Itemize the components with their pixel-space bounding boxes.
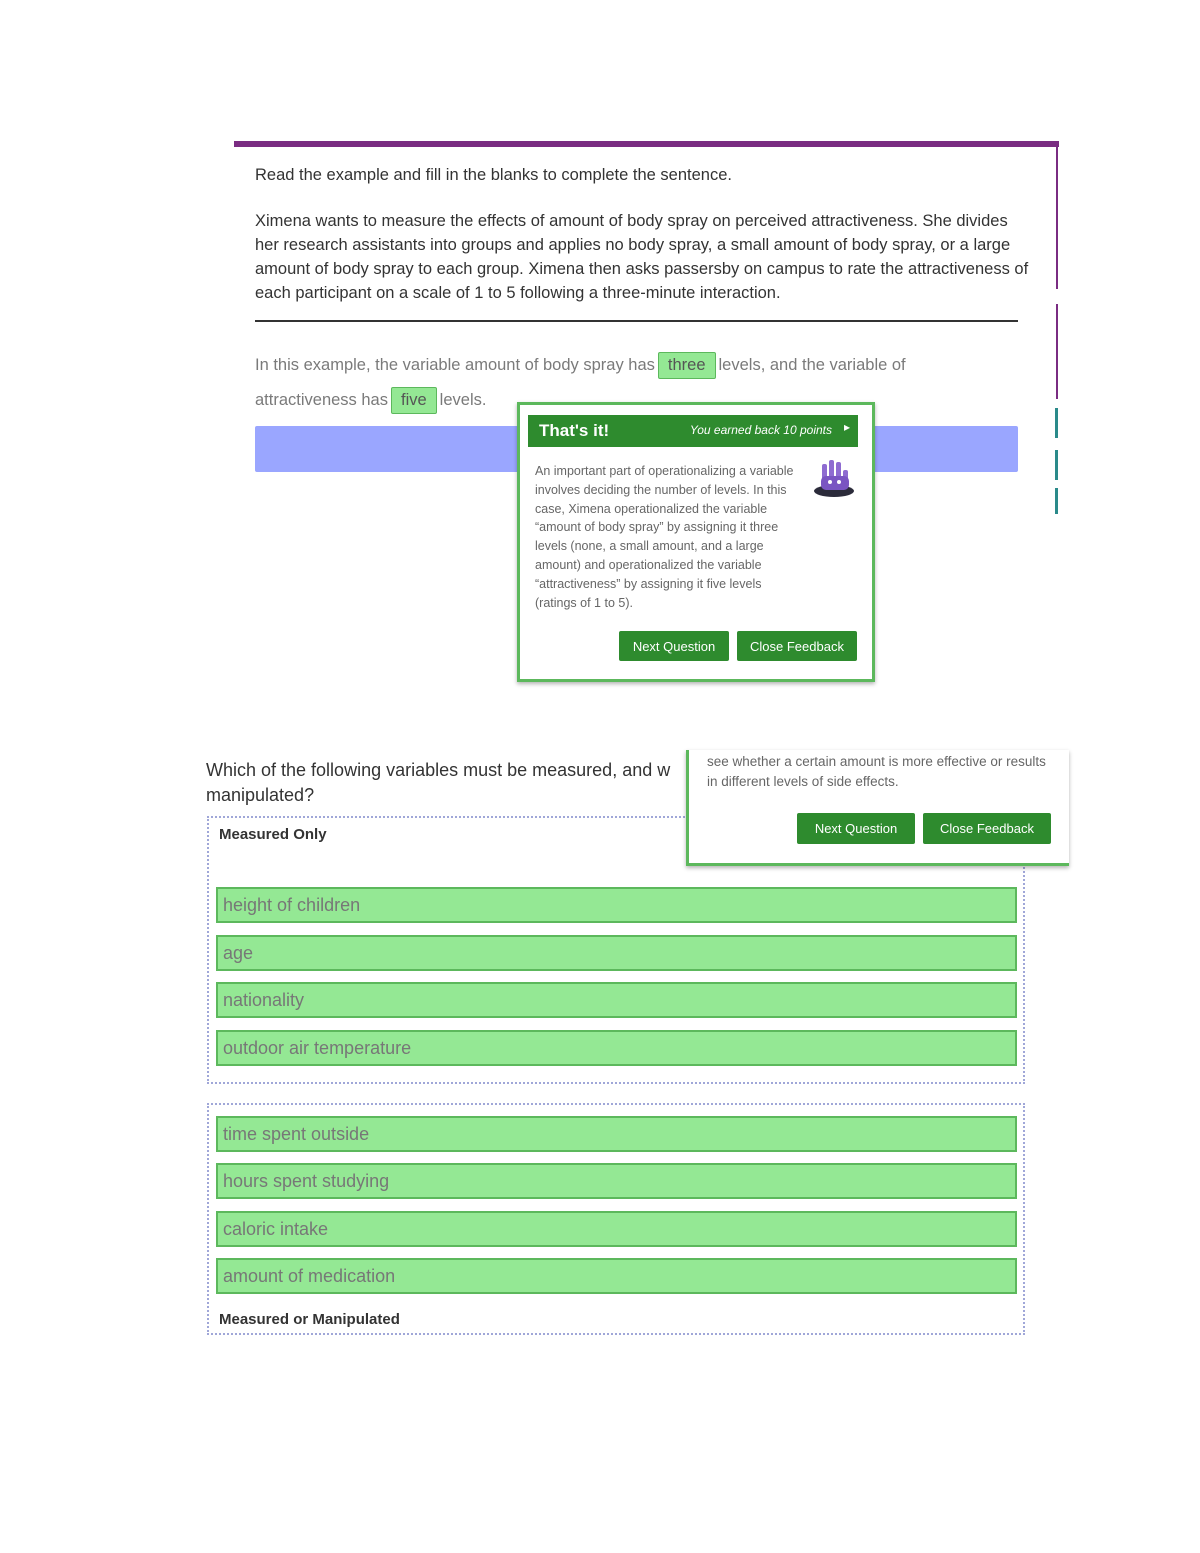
next-question-button[interactable]: Next Question bbox=[797, 813, 915, 844]
question-scenario: Ximena wants to measure the effects of amount of body spray on perceived attractiveness. She divides her research assistants into groups and applies no body spray, a small amount of body spray, or a large amount of body spray to each group. Ximena then asks passersby on campus to rate the attractiveness of each participant on a scale of 1 to 5 following a three-minute interaction. bbox=[255, 212, 1029, 302]
question-right-border bbox=[1056, 304, 1058, 399]
draggable-card[interactable]: height of children bbox=[216, 887, 1017, 923]
next-question-button[interactable]: Next Question bbox=[619, 631, 729, 661]
scroll-indicator bbox=[1055, 488, 1058, 514]
close-feedback-button[interactable]: Close Feedback bbox=[923, 813, 1051, 844]
dropzone-label: Measured Only bbox=[219, 826, 327, 843]
draggable-card[interactable]: hours spent studying bbox=[216, 1163, 1017, 1199]
feedback-popup bbox=[517, 402, 875, 682]
scroll-indicator bbox=[1055, 408, 1058, 438]
fill-in-sentence-line bbox=[255, 352, 906, 379]
feedback-body: An important part of operationalizing a variable involves deciding the number of levels. In this case, Ximena operationalized the variable “amount of body spray” by assigning it three levels (none, a small amount, and a large amount) and operationalized the variable “attractiveness” by assigning it five levels (ratings of 1 to 5). bbox=[535, 464, 794, 610]
draggable-card[interactable]: nationality bbox=[216, 982, 1017, 1018]
question-instruction: Read the example and fill in the blanks to complete the sentence. bbox=[255, 166, 732, 184]
blank-levels-attractiveness[interactable]: five bbox=[391, 387, 437, 414]
sentence-text: levels. bbox=[439, 391, 487, 409]
scroll-indicator bbox=[1055, 450, 1058, 480]
purple-hand-mascot-icon bbox=[812, 458, 856, 498]
fill-in-sentence-line bbox=[255, 387, 486, 414]
divider bbox=[255, 320, 1018, 322]
feedback-body: see whether a certain amount is more effective or results in different levels of side effects. bbox=[707, 754, 1046, 789]
close-feedback-button[interactable]: Close Feedback bbox=[737, 631, 857, 661]
points-earned-label: You earned back 10 points bbox=[689, 423, 832, 437]
draggable-card[interactable]: outdoor air temperature bbox=[216, 1030, 1017, 1066]
dropzone-label: Measured or Manipulated bbox=[219, 1311, 400, 1328]
draggable-card[interactable]: caloric intake bbox=[216, 1211, 1017, 1247]
blank-levels-spray[interactable]: three bbox=[658, 352, 716, 379]
question-text: Which of the following variables must be measured, and w manipulated? bbox=[206, 760, 671, 805]
draggable-card[interactable]: amount of medication bbox=[216, 1258, 1017, 1294]
sentence-text: In this example, the variable amount of body spray has bbox=[255, 356, 655, 374]
feedback-header bbox=[528, 415, 858, 447]
draggable-card[interactable]: time spent outside bbox=[216, 1116, 1017, 1152]
question-right-border bbox=[1056, 147, 1058, 289]
sentence-text: levels, and the variable of bbox=[718, 356, 906, 374]
sentence-text: attractiveness has bbox=[255, 391, 388, 409]
draggable-card[interactable]: age bbox=[216, 935, 1017, 971]
feedback-title: That's it! bbox=[539, 421, 610, 440]
dropzone-measured-or-manipulated[interactable] bbox=[207, 1103, 1025, 1335]
feedback-popup bbox=[686, 750, 1069, 866]
expand-arrow-icon[interactable]: ▸ bbox=[843, 420, 850, 434]
question-top-border bbox=[234, 141, 1059, 147]
